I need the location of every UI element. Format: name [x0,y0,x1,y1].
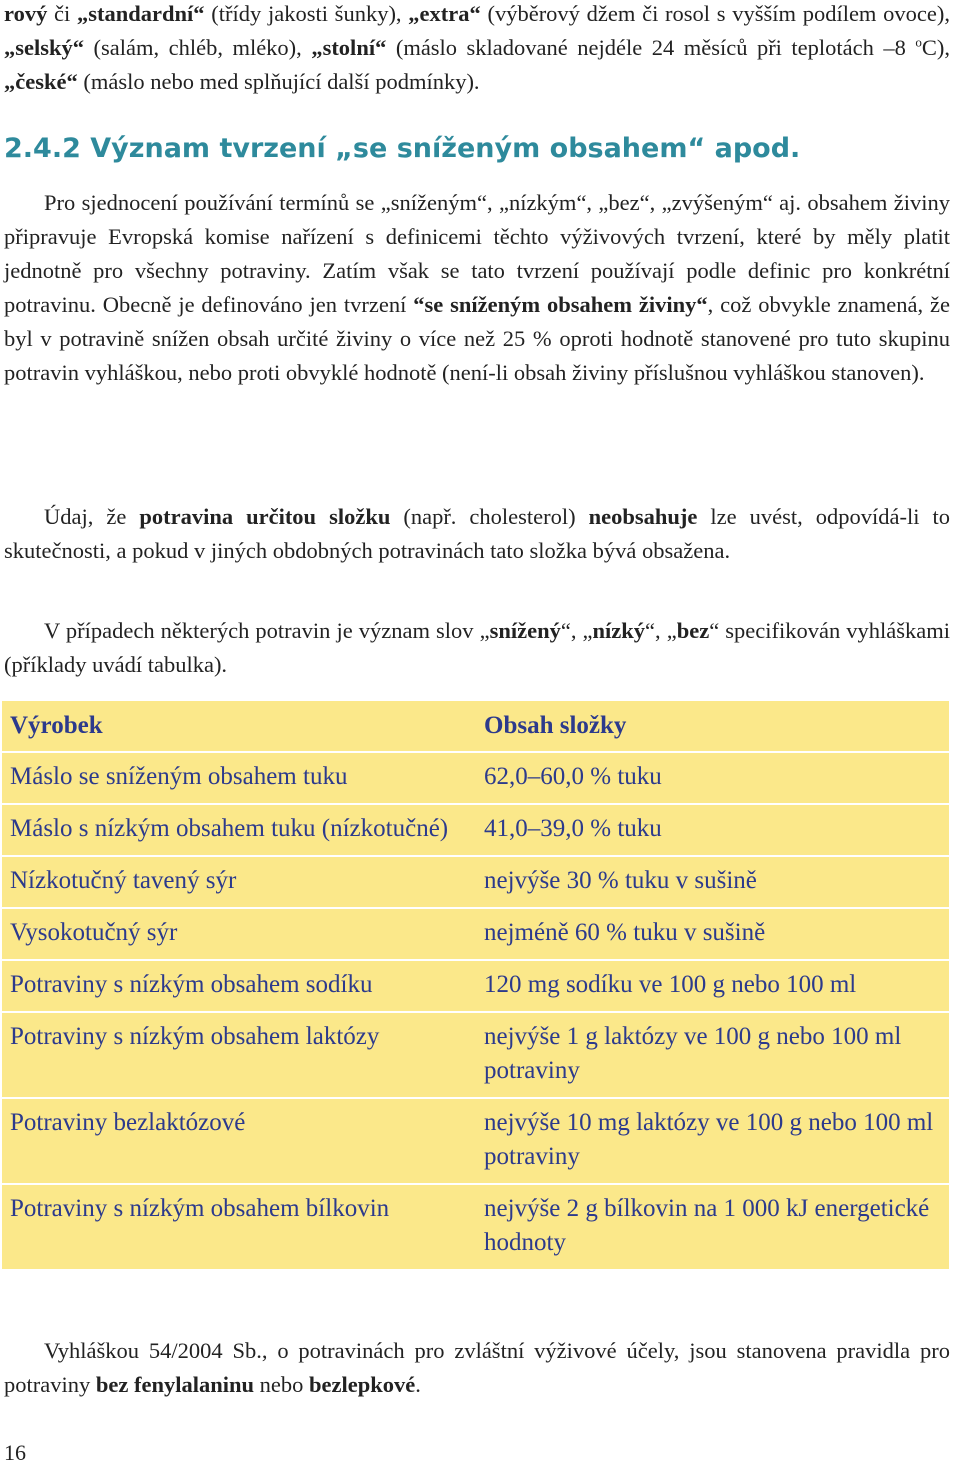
content-cell: nejvýše 1 g laktózy ve 100 g nebo 100 ml potraviny [484,1023,902,1084]
text: . [415,1372,421,1397]
content-cell: nejvýše 30 % tuku v sušině [484,867,757,894]
term-bez-fenylalaninu: bez fenylalaninu [95,1372,255,1397]
degree-superscript: o [915,34,922,50]
text: (třídy jakosti šunky), [204,1,409,26]
term-reduced-nutrient: “se sníženým obsahem živiny“ [413,292,708,317]
intro-paragraph [4,0,950,99]
text: Vyhláškou 54/2004 Sb., o potravinách pro zvláštní výživové účely, jsou stanovena pravidla pro potraviny [4,1338,950,1397]
section-heading: 2.4.2 Význam tvrzení „se sníženým obsahem“ apod. [4,133,801,164]
text: (máslo nebo med splňující další podmínky). [77,69,480,94]
table-row [2,1011,949,1097]
column-header-product: Výrobek [10,712,103,739]
text: Pro sjednocení používání termínů se „sníženým“, „nízkým“, „bez“, „zvýšeným“ aj. obsahem živiny připravuje Evropská komise nařízení s definicemi těchto výživových tvrzení, které by měly platit jednotně pro všechny potraviny. Zatím však se tato tvrzení používají podle definic pro konkrétní potravinu. Obecně je definováno jen tvrzení [4,190,950,317]
content-cell: 120 mg sodíku ve 100 g nebo 100 ml [484,971,857,998]
paragraph-definitions [4,186,950,390]
product-cell: Vysokotučný sýr [10,919,178,946]
product-cell: Potraviny bezlaktózové [10,1109,246,1136]
paragraph-regulation [4,1334,950,1402]
text: (např. cholesterol) [390,504,589,529]
table-header-row [2,701,949,751]
text: nebo [254,1372,310,1397]
table-row [2,751,949,803]
text: (salám, chléb, mléko), [84,35,312,60]
term-selsky: „selský“ [4,35,85,60]
text: “ specifikován vyhláškami (příklady uvádí tabulka). [4,618,950,677]
term-ceske: „české“ [4,69,78,94]
term-rovy: rový [4,1,48,26]
text: “, „ [645,618,677,643]
text: “, „ [560,618,593,643]
term-snizeny: snížený [489,618,561,643]
product-cell: Nízkotučný tavený sýr [10,867,237,894]
text: (výběrový džem či rosol s vyšším podílem ovoce), [480,1,950,26]
content-cell: 41,0–39,0 % tuku [484,815,662,842]
bold-phrase: neobsahuje [588,504,698,529]
table-row [2,1097,949,1183]
table-row [2,907,949,959]
table-row [2,803,949,855]
product-cell: Máslo s nízkým obsahem tuku (nízkotučné) [10,815,449,842]
table-row [2,959,949,1011]
product-cell: Potraviny s nízkým obsahem sodíku [10,971,373,998]
page-number: 16 [4,1440,26,1465]
text: V případech některých potravin je význam slov „ [44,618,490,643]
column-header-content: Obsah složky [484,712,627,739]
table-row [2,1183,949,1269]
content-cell: 62,0–60,0 % tuku [484,763,662,790]
table-row [2,855,949,907]
term-bezlepkove: bezlepkové [309,1372,416,1397]
text: Údaj, že [44,504,140,529]
bold-phrase: potravina určitou složku [139,504,391,529]
content-cell: nejvýše 2 g bílkovin na 1 000 kJ energetické hodnoty [484,1195,930,1256]
text: C), [921,35,951,60]
product-cell: Máslo se sníženým obsahem tuku [10,763,348,790]
content-cell: nejméně 60 % tuku v sušině [484,919,766,946]
term-extra: „extra“ [408,1,481,26]
term-standardni: „standardní“ [77,1,205,26]
text: či [47,1,78,26]
text: , což obvykle znamená, že byl v potravině snížen obsah určité živiny o více než 25 % oproti hodnotě stanovené pro tuto skupinu potravin vyhláškou, nebo proti obvyklé hodnotě (není-li obsah živiny příslušnou vyhláškou stanoven). [4,292,951,385]
paragraph-specified-terms [4,614,950,682]
content-cell: nejvýše 10 mg laktózy ve 100 g nebo 100 ml potraviny [484,1109,934,1170]
examples-table [2,701,949,1269]
term-stolni: „stolní“ [311,35,387,60]
product-cell: Potraviny s nízkým obsahem laktózy [10,1023,380,1050]
product-cell: Potraviny s nízkým obsahem bílkovin [10,1195,390,1222]
text: lze uvést, odpovídá-li to skutečnosti, a pokud v jiných obdobných potravinách tato složka bývá obsažena. [4,504,950,563]
paragraph-does-not-contain [4,500,950,568]
term-nizky: nízký [592,618,646,643]
text: (máslo skladované nejdéle 24 měsíců při teplotách –8 [386,35,916,60]
term-bez: bez [676,618,710,643]
